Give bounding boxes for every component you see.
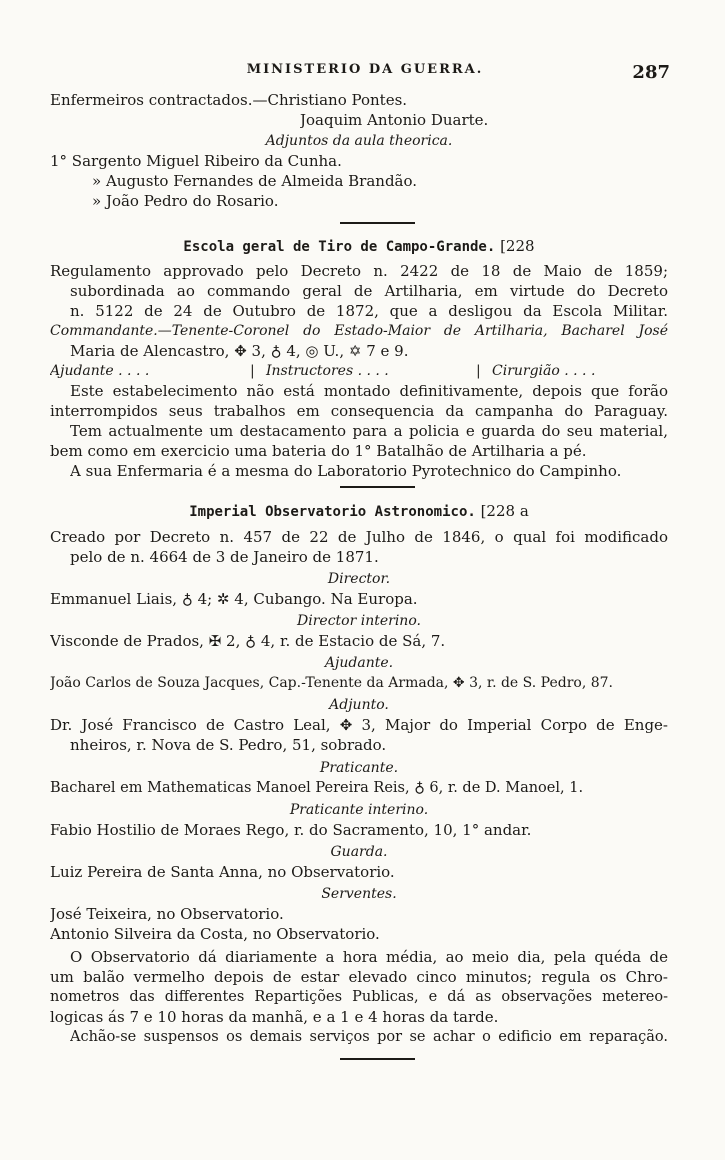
text-line: Este estabelecimento não está montado definitivamente, depois que forão <box>70 382 668 400</box>
section-title: Imperial Observatorio Astronomico. <box>189 504 476 520</box>
text-line: logicas ás 7 e 10 horas da manhã, e a 1 e 4 horas da tarde. <box>50 1008 499 1026</box>
person-entry: Luiz Pereira de Santa Anna, no Observatorio. <box>50 863 395 881</box>
text-line: 1° Sargento Miguel Ribeiro da Cunha. <box>50 152 342 170</box>
text-line: pelo de n. 4664 de 3 de Janeiro de 1871. <box>70 548 379 566</box>
text-line: Joaquim Antonio Duarte. <box>300 111 489 129</box>
section-title: Escola geral de Tiro de Campo-Grande. <box>183 239 496 255</box>
section-divider <box>340 222 415 224</box>
text-line: Enfermeiros contractados.—Christiano Pontes. <box>50 91 408 109</box>
text-line: O Observatorio dá diariamente a hora média, ao meio dia, pela quéda de <box>70 948 668 966</box>
text-line <box>50 321 668 341</box>
staff-ajudante: Ajudante . . . . <box>50 363 150 379</box>
text-line: Maria de Alencastro, ✥ 3, ♁ 4, ◎ U., ✡ 7 e 9. <box>70 342 409 360</box>
staff-row: Ajudante . . . . | Instructores . . . . | Cirurgião . . . . <box>50 363 596 379</box>
role-heading: Serventes. <box>321 886 397 902</box>
text-line: um balão vermelho depois de estar elevado cinco minutos; regula os Chro- <box>50 968 668 986</box>
section-ref: [228 <box>500 237 535 255</box>
person-entry: Antonio Silveira da Costa, no Observatorio. <box>50 925 380 943</box>
role-heading: Guarda. <box>330 844 388 860</box>
subheading: Adjuntos da aula theorica. <box>265 133 453 149</box>
staff-instructores: Instructores . . . . <box>266 363 389 379</box>
running-header: MINISTERIO DA GUERRA. <box>246 62 484 77</box>
text-line: Creado por Decreto n. 457 de 22 de Julho de 1846, o qual foi modificado <box>50 528 668 546</box>
staff-cirurgiao: Cirurgião . . . . <box>492 363 596 379</box>
role-heading: Adjunto. <box>329 697 389 713</box>
text-line: n. 5122 de 24 de Outubro de 1872, que a desligou da Escola Militar. <box>70 302 668 320</box>
role-heading: Praticante. <box>319 760 399 776</box>
text-line: Tem actualmente um destacamento para a policia e guarda do seu material, <box>70 422 668 440</box>
person-entry: José Teixeira, no Observatorio. <box>50 905 284 923</box>
section-heading <box>50 501 668 522</box>
person-entry: João Carlos de Souza Jacques, Cap.-Tenente da Armada, ✥ 3, r. de S. Pedro, 87. <box>50 675 613 691</box>
text-line: nometros das differentes Repartições Publicas, e dá as observações metereo- <box>50 989 668 1005</box>
role-heading: Director interino. <box>297 613 421 629</box>
text-line: » Augusto Fernandes de Almeida Brandão. <box>92 172 418 190</box>
role-heading: Director. <box>327 571 391 587</box>
text-line: Achão-se suspensos os demais serviços por se achar o edificio em reparação. <box>70 1029 668 1045</box>
section-heading <box>50 236 668 257</box>
person-entry: Emmanuel Liais, ♁ 4; ✲ 4, Cubango. Na Europa. <box>50 590 418 608</box>
commandante-line: Commandante.—Tenente-Coronel do Estado-Maior de Artilharia, Bacharel José <box>50 323 668 339</box>
text-line: » João Pedro do Rosario. <box>92 192 279 210</box>
page-number: 287 <box>632 62 670 83</box>
section-divider <box>340 1058 415 1060</box>
person-entry: Bacharel em Mathematicas Manoel Pereira Reis, ♁ 6, r. de D. Manoel, 1. <box>50 780 584 796</box>
role-heading: Ajudante. <box>324 655 394 671</box>
text-line: bem como em exercicio uma bateria do 1° Batalhão de Artilharia a pé. <box>50 442 587 460</box>
text-line: Regulamento approvado pelo Decreto n. 2422 de 18 de Maio de 1859; <box>50 262 668 280</box>
text-line: interrompidos seus trabalhos em consequencia da campanha do Paraguay. <box>50 402 668 420</box>
person-entry: Fabio Hostilio de Moraes Rego, r. do Sacramento, 10, 1° andar. <box>50 821 532 839</box>
person-entry: Visconde de Prados, ✠ 2, ♁ 4, r. de Estacio de Sá, 7. <box>50 632 446 650</box>
section-divider <box>340 486 415 488</box>
person-entry: Dr. José Francisco de Castro Leal, ✥ 3, Major do Imperial Corpo de Enge- <box>50 716 668 734</box>
person-entry: nheiros, r. Nova de S. Pedro, 51, sobrado. <box>70 736 387 754</box>
role-heading: Praticante interino. <box>289 802 429 818</box>
text-line: A sua Enfermaria é a mesma do Laboratorio Pyrotechnico do Campinho. <box>70 462 622 480</box>
section-ref: [228 a <box>480 502 529 520</box>
text-line: subordinada ao commando geral de Artilharia, em virtude do Decreto <box>70 282 668 300</box>
